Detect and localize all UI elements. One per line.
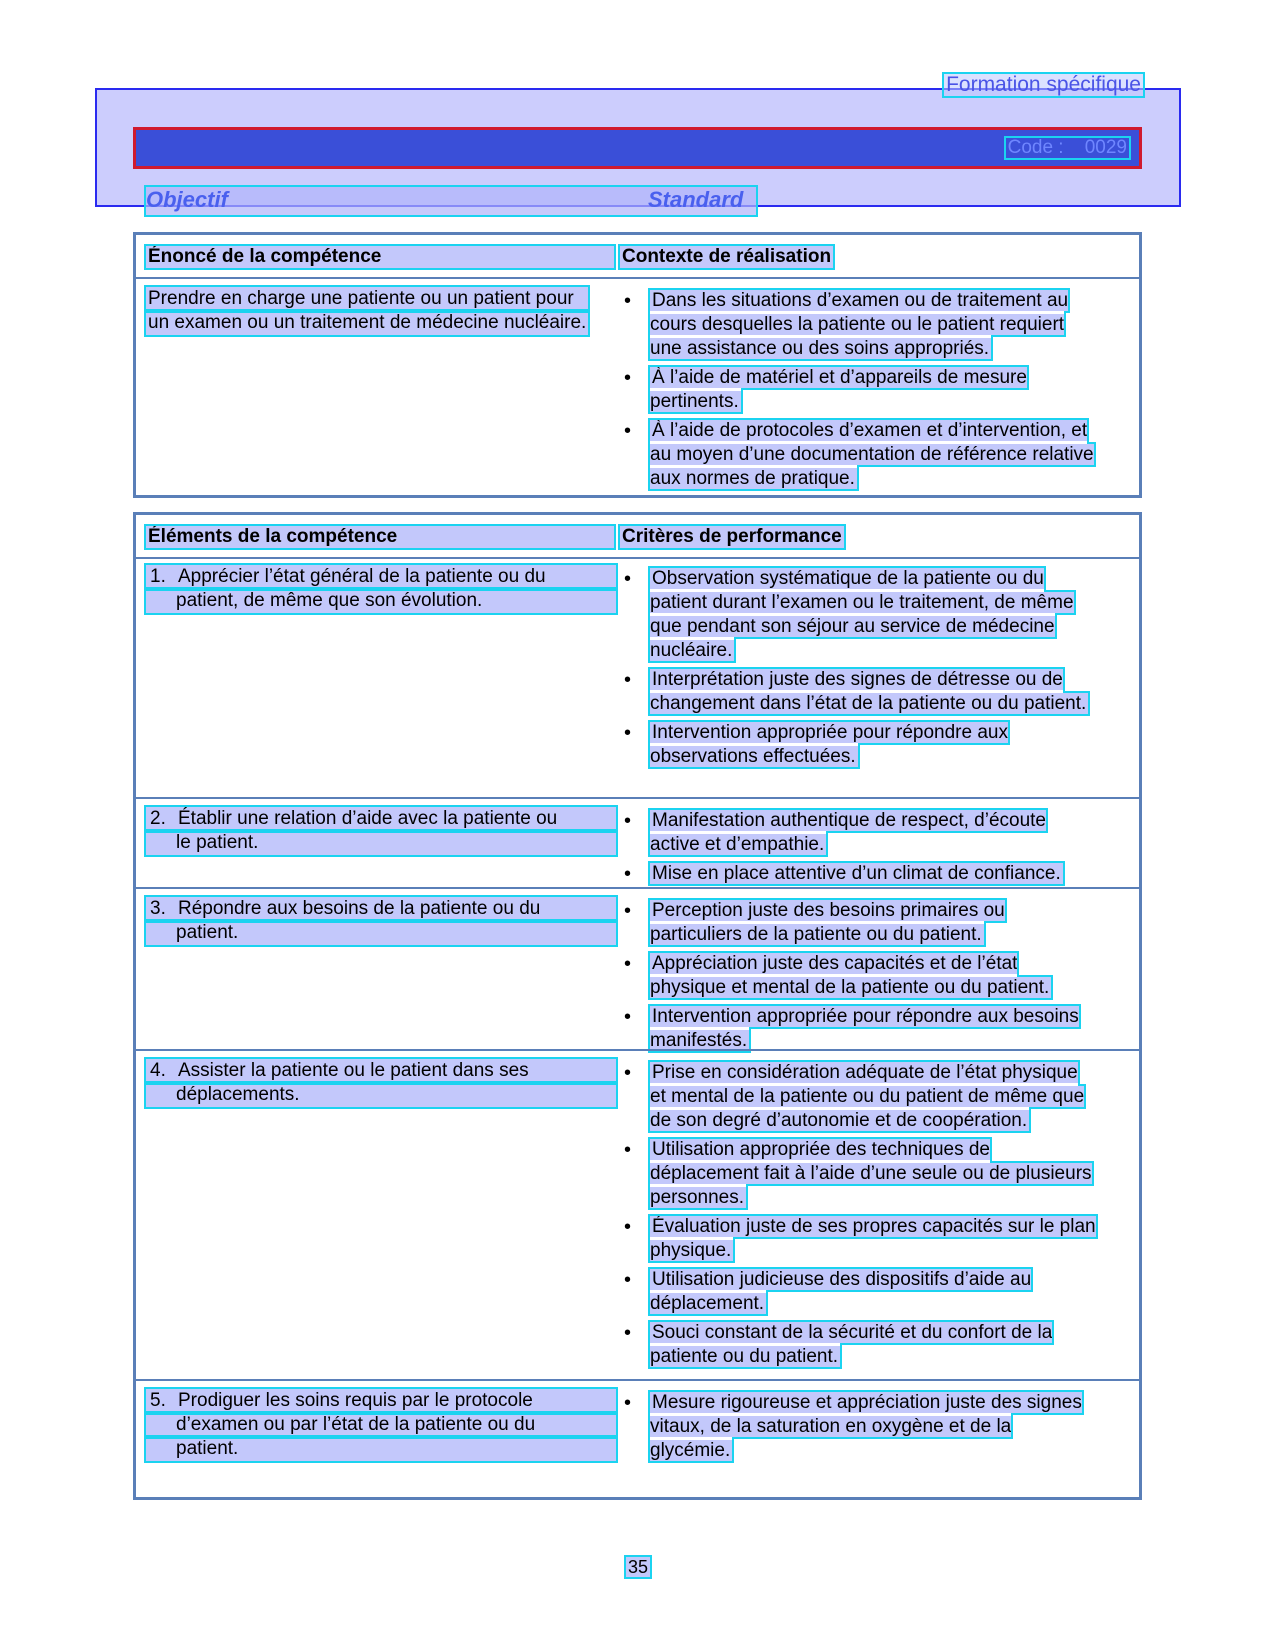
elements-header: Éléments de la compétence xyxy=(146,526,614,548)
criteria-item-text: Utilisation appropriée des techniques de déplacement fait à l’aide d’une seule ou de plusieurs personnes. xyxy=(650,1139,1092,1208)
criteria-list xyxy=(620,1391,1098,1468)
element-number: 2. xyxy=(150,808,166,829)
criteria-item-text: Mise en place attentive d’un climat de confiance. xyxy=(652,863,1061,884)
competence-statement-header: Énoncé de la compétence xyxy=(146,246,614,268)
element-line-text: Prodiguer les soins requis par le protocole xyxy=(178,1390,533,1411)
criteria-item xyxy=(620,1005,1098,1053)
element-line-text: Établir une relation d’aide avec la patiente ou xyxy=(178,808,558,829)
element-line-text: Répondre aux besoins de la patiente ou du xyxy=(178,898,541,919)
element-row-2 xyxy=(136,797,1139,889)
elements-table-header-row xyxy=(136,515,1139,557)
element-line xyxy=(146,1059,616,1083)
element-line xyxy=(146,565,616,589)
element-number: 1. xyxy=(150,566,166,587)
criteria-item-text: Utilisation judicieuse des dispositifs d’aide au déplacement. xyxy=(650,1269,1032,1314)
element-text xyxy=(146,1059,616,1107)
criteria-list xyxy=(620,567,1098,774)
element-text xyxy=(146,807,616,855)
element-text xyxy=(146,897,616,945)
context-item xyxy=(620,366,1098,414)
element-line xyxy=(146,1389,616,1413)
standard-label: Standard xyxy=(648,187,744,212)
page-number: 35 xyxy=(628,1557,649,1577)
criteria-item xyxy=(620,1268,1098,1316)
code-label: Code : xyxy=(1007,137,1064,158)
context-item xyxy=(620,419,1098,491)
element-line: le patient. xyxy=(146,831,616,855)
criteria-item-text: Évaluation juste de ses propres capacités sur le plan physique. xyxy=(650,1216,1096,1261)
criteria-item-text: Prise en considération adéquate de l’état physique et mental de la patiente ou du patient de même que de son degré d’autonomie et de coopération. xyxy=(650,1062,1085,1131)
element-line-text: Assister la patiente ou le patient dans ses xyxy=(178,1060,529,1081)
element-line: d’examen ou par l’état de la patiente ou du xyxy=(146,1413,616,1437)
context-item-text: À l’aide de protocoles d’examen et d’intervention, et au moyen d’une documentation de référence relative aux normes de pratique. xyxy=(650,420,1094,489)
criteria-item-text: Interprétation juste des signes de détresse ou de changement dans l’état de la patiente ou du patient. xyxy=(650,669,1087,714)
element-number: 3. xyxy=(150,898,166,919)
criteria-item xyxy=(620,952,1098,1000)
elements-table xyxy=(133,512,1142,1500)
element-line: patient. xyxy=(146,921,616,945)
competence-statement xyxy=(146,287,588,335)
criteria-item xyxy=(620,809,1098,857)
criteria-item xyxy=(620,1321,1098,1369)
element-line xyxy=(146,807,616,831)
context-item-text: Dans les situations d’examen ou de traitement au cours desquelles la patiente ou le patient requiert une assistance ou des soins appropriés. xyxy=(650,290,1069,359)
criteria-item xyxy=(620,721,1098,769)
criteria-item-text: Mesure rigoureuse et appréciation juste des signes vitaux, de la saturation en oxygène et de la glycémie. xyxy=(650,1392,1082,1461)
criteria-item-text: Souci constant de la sécurité et du confort de la patiente ou du patient. xyxy=(650,1322,1053,1367)
criteria-list xyxy=(620,1061,1098,1374)
element-row-5 xyxy=(136,1379,1139,1499)
element-number: 5. xyxy=(150,1390,166,1411)
criteria-item xyxy=(620,1061,1098,1133)
criteria-item xyxy=(620,899,1098,947)
element-line: déplacements. xyxy=(146,1083,616,1107)
criteria-item-text: Observation systématique de la patiente ou du patient durant l’examen ou le traitement, de même que pendant son séjour au service de médecine nucléaire. xyxy=(650,568,1074,661)
element-number: 4. xyxy=(150,1060,166,1081)
element-line: patient, de même que son évolution. xyxy=(146,589,616,613)
context-item-text: À l’aide de matériel et d’appareils de mesure pertinents. xyxy=(650,367,1027,412)
context-item xyxy=(620,289,1098,361)
criteria-item-text: Perception juste des besoins primaires ou particuliers de la patiente ou du patient. xyxy=(650,900,1005,945)
criteria-list xyxy=(620,899,1098,1058)
competence-statement-line: Prendre en charge une patiente ou un patient pour xyxy=(146,287,588,311)
criteria-item-text: Intervention appropriée pour répondre aux observations effectuées. xyxy=(650,722,1008,767)
criteria-item xyxy=(620,862,1098,886)
competence-table-header-row xyxy=(136,235,1139,277)
context-header: Contexte de réalisation xyxy=(622,246,832,267)
context-list xyxy=(620,289,1098,496)
element-text xyxy=(146,565,616,613)
element-line xyxy=(146,897,616,921)
header-title: Formation spécifique xyxy=(946,73,1141,96)
criteria-item xyxy=(620,1391,1098,1463)
header-labels xyxy=(146,187,756,215)
competence-table-body-row xyxy=(136,277,1139,499)
element-row-1 xyxy=(136,557,1139,799)
element-line-text: Apprécier l’état général de la patiente ou du xyxy=(178,566,546,587)
criteria-item-text: Manifestation authentique de respect, d’écoute active et d’empathie. xyxy=(650,810,1046,855)
criteria-item xyxy=(620,668,1098,716)
competence-table xyxy=(133,232,1142,498)
criteria-item xyxy=(620,1215,1098,1263)
element-text xyxy=(146,1389,616,1461)
code-text xyxy=(1006,138,1129,158)
competence-statement-line: un examen ou un traitement de médecine nucléaire. xyxy=(148,312,587,333)
criteria-item xyxy=(620,567,1098,663)
code-value: 0029 xyxy=(1084,137,1127,158)
element-row-4 xyxy=(136,1049,1139,1381)
criteria-item-text: Appréciation juste des capacités et de l’état physique et mental de la patiente ou du patient. xyxy=(650,953,1050,998)
criteria-item-text: Intervention appropriée pour répondre aux besoins manifestés. xyxy=(650,1006,1079,1051)
criteria-list xyxy=(620,809,1098,891)
objectif-label: Objectif xyxy=(146,187,228,212)
code-bar xyxy=(133,127,1142,169)
element-line: patient. xyxy=(146,1437,616,1461)
criteria-item xyxy=(620,1138,1098,1210)
criteria-header: Critères de performance xyxy=(622,526,842,547)
element-row-3 xyxy=(136,887,1139,1051)
